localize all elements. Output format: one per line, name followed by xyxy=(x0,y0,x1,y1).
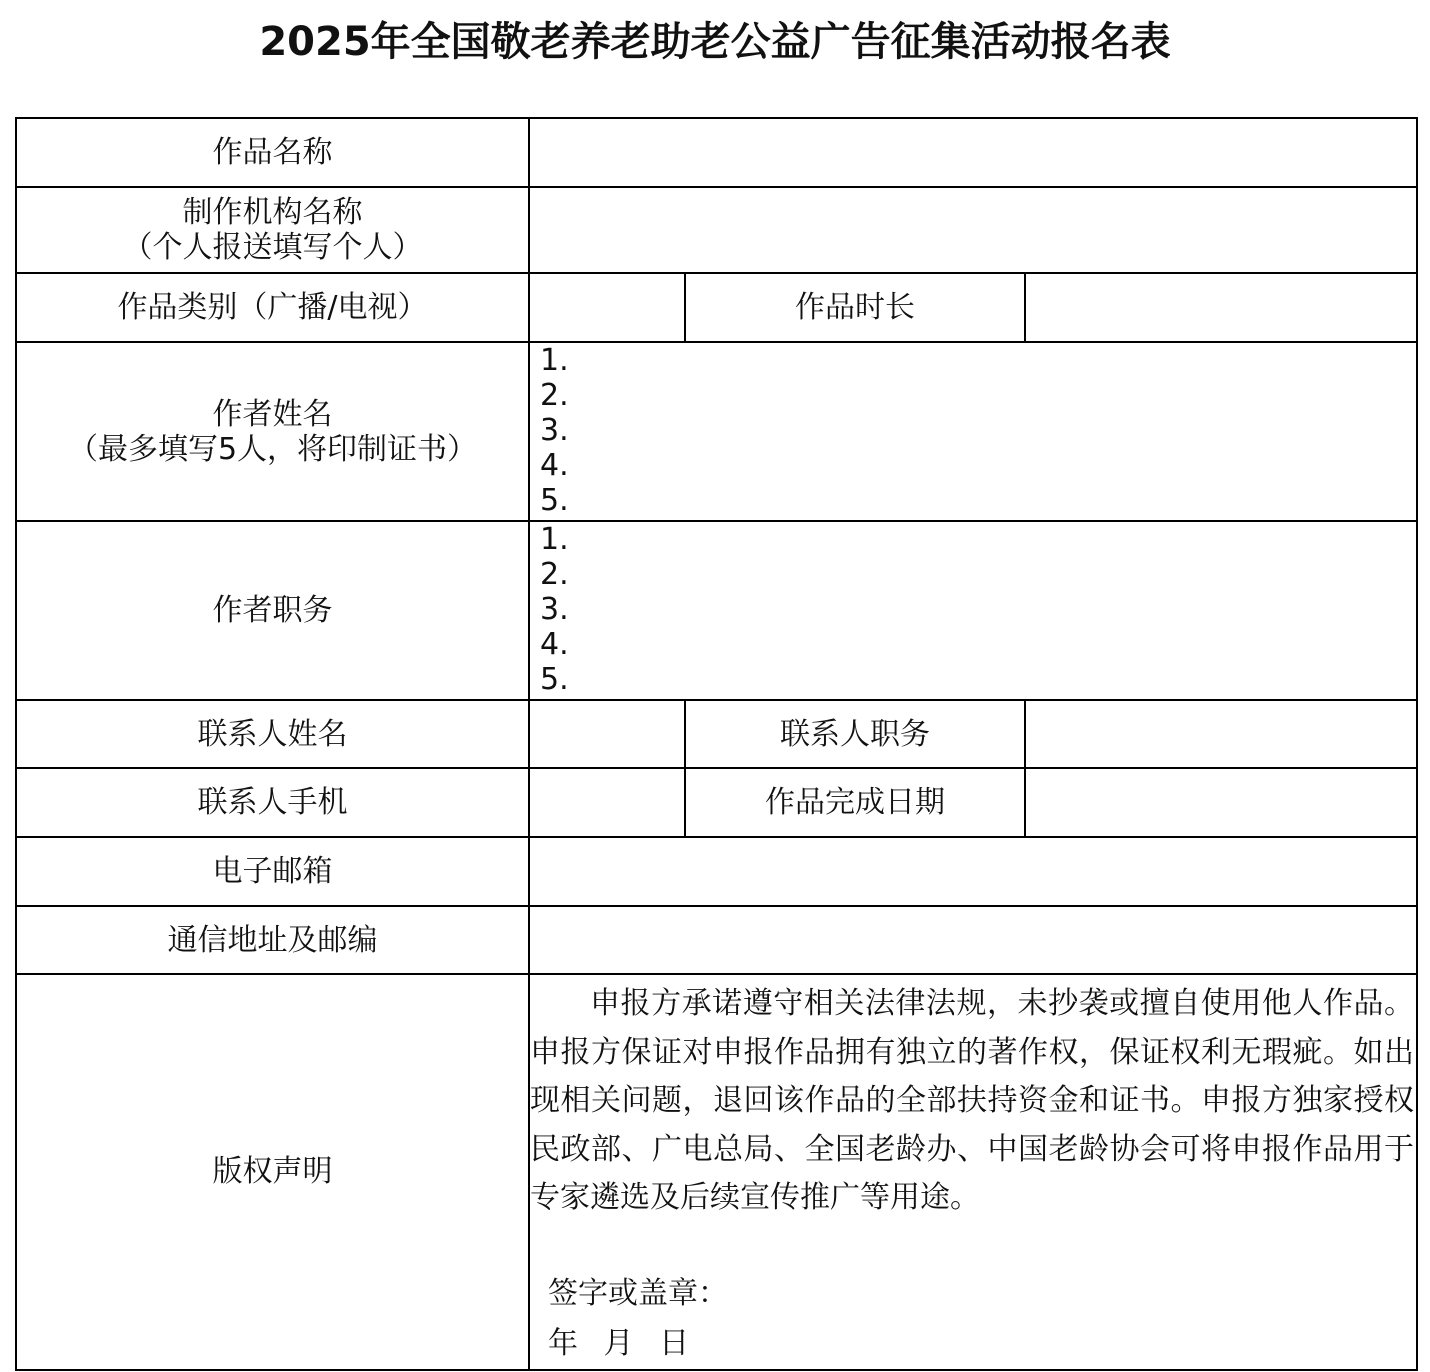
year-label: 年 xyxy=(548,1325,578,1361)
position-number: 5. xyxy=(540,662,569,697)
row-positions xyxy=(16,521,1417,700)
row-category xyxy=(16,273,1417,342)
authors-sub-label: （最多填写5人，将印制证书） xyxy=(67,431,478,467)
signature-label[interactable]: 签字或盖章： xyxy=(548,1275,728,1311)
registration-form-table xyxy=(15,117,1418,1371)
row-producer xyxy=(16,187,1417,273)
producer-label-cell xyxy=(16,187,529,273)
producer-sub-label: （个人报送填写个人） xyxy=(122,230,423,265)
month-label: 月 xyxy=(603,1325,634,1361)
date-line xyxy=(548,1319,1414,1369)
email-field[interactable] xyxy=(529,837,1417,906)
address-label: 通信地址及邮编 xyxy=(16,906,529,974)
contact-phone-label: 联系人手机 xyxy=(16,768,529,837)
signature-block xyxy=(530,1269,1414,1369)
position-number: 2. xyxy=(540,557,569,592)
position-number: 3. xyxy=(540,592,569,627)
row-email xyxy=(16,837,1417,906)
duration-field[interactable] xyxy=(1025,273,1417,342)
duration-label: 作品时长 xyxy=(685,273,1025,342)
position-number: 1. xyxy=(540,522,569,557)
contact-position-field[interactable] xyxy=(1025,700,1417,768)
row-work-name xyxy=(16,118,1417,187)
row-address xyxy=(16,906,1417,974)
positions-field[interactable] xyxy=(529,521,1417,700)
day-label: 日 xyxy=(659,1325,690,1361)
positions-label: 作者职务 xyxy=(16,521,529,700)
contact-name-label: 联系人姓名 xyxy=(16,700,529,768)
authors-label-cell xyxy=(16,342,529,521)
completion-date-label: 作品完成日期 xyxy=(685,768,1025,837)
copyright-statement: 申报方承诺遵守相关法律法规，未抄袭或擅自使用他人作品。申报方保证对申报作品拥有独立的著作权，保证权利无瑕疵。如出现相关问题，退回该作品的全部扶持资金和证书。申报方独家授权民政部、广电总局、全国老龄办、中国老龄协会可将申报作品用于专家遴选及后续宣传推广等用途。 xyxy=(530,986,1415,1215)
copyright-label: 版权声明 xyxy=(16,974,529,1370)
author-number: 2. xyxy=(540,378,569,413)
form-title: 2025年全国敬老养老助老公益广告征集活动报名表 xyxy=(259,19,1171,65)
author-number: 5. xyxy=(540,483,569,518)
row-contact-name xyxy=(16,700,1417,768)
contact-name-field[interactable] xyxy=(529,700,685,768)
authors-field[interactable] xyxy=(529,342,1417,521)
work-name-label: 作品名称 xyxy=(16,118,529,187)
author-number: 1. xyxy=(540,343,569,378)
copyright-statement-cell xyxy=(529,974,1417,1370)
completion-date-field[interactable] xyxy=(1025,768,1417,837)
contact-position-label: 联系人职务 xyxy=(685,700,1025,768)
contact-phone-field[interactable] xyxy=(529,768,685,837)
authors-label: 作者姓名 xyxy=(212,396,333,432)
producer-label: 制作机构名称 xyxy=(182,195,363,230)
address-field[interactable] xyxy=(529,906,1417,974)
author-number: 3. xyxy=(540,413,569,448)
producer-field[interactable] xyxy=(529,187,1417,273)
work-name-field[interactable] xyxy=(529,118,1417,187)
position-number: 4. xyxy=(540,627,569,662)
author-number: 4. xyxy=(540,448,569,483)
row-copyright xyxy=(16,974,1417,1370)
row-contact-phone xyxy=(16,768,1417,837)
category-field[interactable] xyxy=(529,273,685,342)
email-label: 电子邮箱 xyxy=(16,837,529,906)
row-authors xyxy=(16,342,1417,521)
category-label: 作品类别（广播/电视） xyxy=(16,273,529,342)
